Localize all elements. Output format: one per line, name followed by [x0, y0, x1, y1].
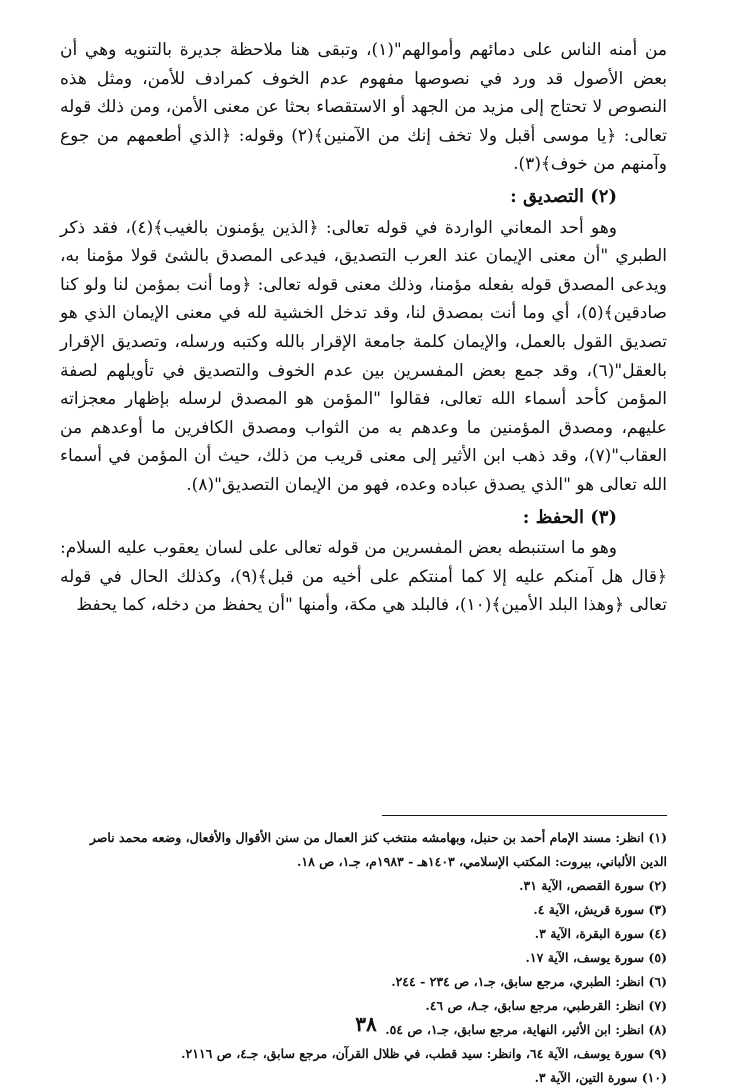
footnote-item: (٢) سورة القصص، الآية ٣١.	[519, 878, 667, 893]
main-text	[60, 36, 667, 620]
footnote-item: (٤) سورة البقرة، الآية ٣.	[534, 926, 667, 941]
footnote-item: (٥) سورة يوسف، الآية ١٧.	[525, 950, 667, 965]
footnotes-list	[66, 826, 667, 1090]
footnote-item: (٧) انظر: القرطبي، مرجع سابق، جـ٨، ص ٤٦.	[425, 998, 667, 1013]
section-heading-tasdiq: (٢) التصديق :	[510, 185, 617, 207]
footnote-divider	[382, 815, 667, 816]
footnote-item: (٩) سورة يوسف، الآية ٦٤، وانظر: سيد قطب، في ظلال القرآن، مرجع سابق، جـ٤، ص ٢١١٦.	[181, 1046, 667, 1061]
paragraph-hifz: وهو ما استنبطه بعض المفسرين من قوله تعالى على لسان يعقوب عليه السلام: ﴿قال هل آمنكم عليه إلا كما أمنتكم على أخيه من قبل﴾(٩)، وكذلك الحال في قوله تعالى ﴿وهذا البلد الأمين﴾(١٠)، فالبلد هي مكة، وأمنها "أن يحفظ من دخله، كما يحفظ	[60, 538, 667, 616]
paragraph-security-intro: من أمنه الناس على دمائهم وأموالهم"(١)، وتبقى هنا ملاحظة جديرة بالتنويه وهي أن بعض الأصول قد ورد في نصوصها مفهوم عدم الخوف كمرادف للأمن، ومثل هذه النصوص لا تحتاج إلى مزيد من الجهد أو الاستقصاء بحثا عن معنى الأمن، ومن ذلك قوله تعالى: ﴿يا موسى أقبل ولا تخف إنك من الآمنين﴾(٢) وقوله: ﴿الذي أطعمهم من جوع وآمنهم من خوف﴾(٣).	[60, 40, 668, 175]
section-heading-hifz: (٣) الحفظ :	[522, 506, 617, 528]
footnote-item: (٨) انظر: ابن الأثير، النهاية، مرجع سابق، جـ١، ص ٥٤.	[385, 1022, 667, 1037]
footnote-item: (٣) سورة قريش، الآية ٤.	[533, 902, 667, 917]
page-number: ٣٨	[355, 1012, 377, 1036]
footnote-item: (١٠) سورة التين، الآية ٣.	[534, 1070, 667, 1085]
footnote-item: (٦) انظر: الطبري، مرجع سابق، جـ١، ص ٢٣٤ - ٢٤٤.	[391, 974, 667, 989]
footnote-item: (١) انظر: مسند الإمام أحمد بن حنبل، وبهامشه منتخب كنز العمال من سنن الأقوال والأفعال، وضعه محمد ناصر الدين الألباني، بيروت: المكتب الإسلامي، ١٤٠٣هـ - ١٩٨٣م، جـ١، ص ١٨.	[89, 830, 667, 869]
paragraph-tasdiq: وهو أحد المعاني الواردة في قوله تعالى: ﴿الذين يؤمنون بالغيب﴾(٤)، فقد ذكر الطبري "أن معنى الإيمان عند العرب التصديق، فيدعى المصدق بالشئ قولا مؤمنا به، ويدعى المصدق قوله بفعله مؤمنا، وذلك معنى قوله تعالى: ﴿وما أنت بمؤمن لنا ولو كنا صادقين﴾(٥)، أي وما أنت بمصدق لنا، وقد تدخل الخشية لله في معنى الإيمان الذي هو تصديق القول بالعمل، والإيمان كلمة جامعة الإقرار بالله وكتبه ورسله، وتصديق الإقرار بالعقل"(٦)، وقد جمع بعض المفسرين بين عدم الخوف والتصديق في تأويلهم لصفة المؤمن كأحد أسماء الله تعالى، فقالوا "المؤمن هو المصدق لرسله بإظهار معجزاته عليهم، ومصدق المؤمنين ما وعدهم به من الثواب ومصدق الكافرين ما أوعدهم من العقاب"(٧)، وقد ذهب ابن الأثير إلى معنى قريب من ذلك، حيث أن المؤمن في أسماء الله تعالى هو "الذي يصدق عباده وعده، فهو من الإيمان التصديق"(٨).	[60, 217, 667, 495]
